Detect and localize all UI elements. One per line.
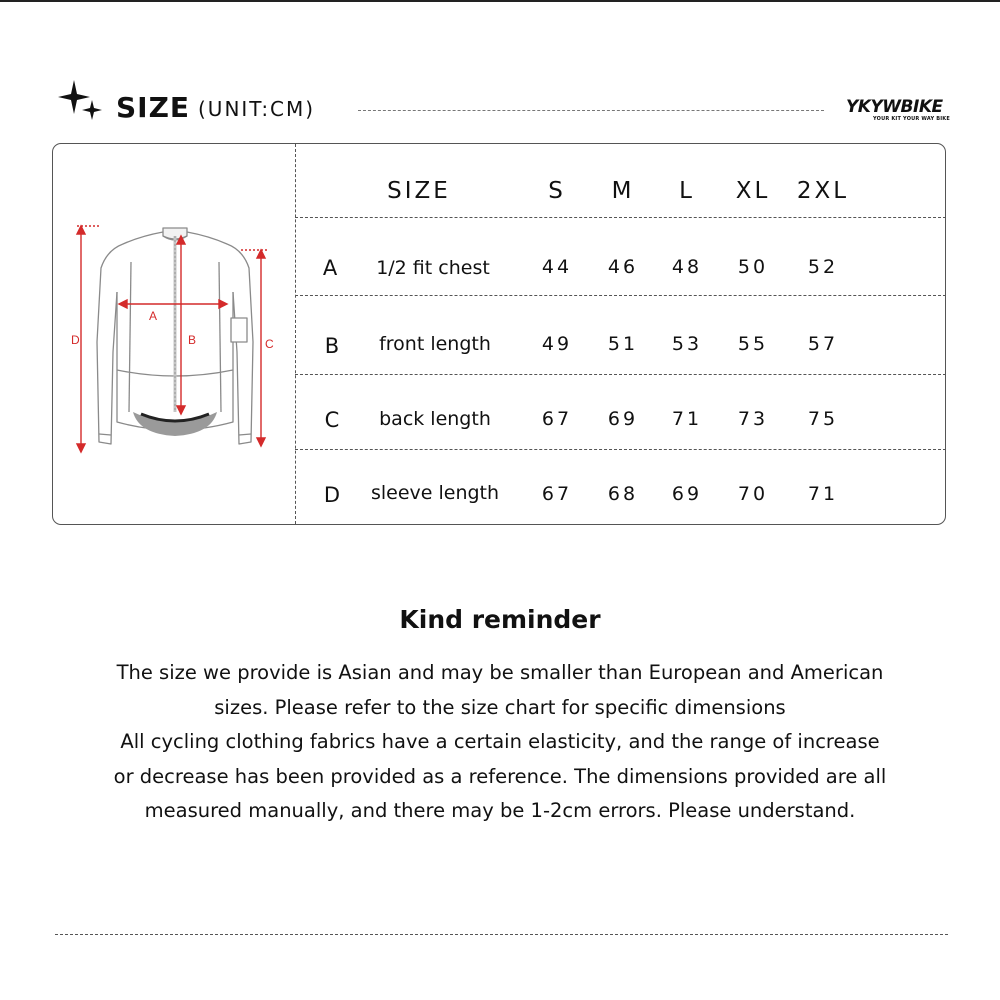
- reminder-line: or decrease has been provided as a reference. The dimensions provided are all: [113, 764, 887, 788]
- row-letter-d: D: [323, 483, 341, 507]
- value-b-s: 49: [541, 333, 573, 355]
- value-a-l: 48: [671, 256, 703, 278]
- row-letter-a: A: [322, 256, 338, 280]
- value-d-2xl: 71: [807, 483, 839, 505]
- size-header: [50, 74, 950, 134]
- value-c-l: 71: [671, 408, 703, 430]
- size-column-header: SIZE: [387, 178, 451, 204]
- brand-logo: [846, 99, 950, 122]
- row-divider: [295, 449, 946, 450]
- row-letter-c: C: [324, 408, 340, 432]
- row-label-chest: 1/2 fit chest: [376, 257, 490, 279]
- value-a-xl: 50: [737, 256, 769, 278]
- reminder-line: All cycling clothing fabrics have a certain elasticity, and the range of increase: [120, 730, 880, 753]
- value-b-2xl: 57: [807, 333, 839, 355]
- diagram-label-c: C: [265, 337, 274, 351]
- value-c-m: 69: [607, 408, 639, 430]
- value-d-m: 68: [607, 483, 639, 505]
- row-label-back: back length: [379, 408, 491, 430]
- reminder-title: Kind reminder: [399, 605, 601, 634]
- value-b-xl: 55: [737, 333, 769, 355]
- value-a-m: 46: [607, 256, 639, 278]
- reminder-line: sizes. Please refer to the size chart for specific dimensions: [214, 695, 786, 719]
- size-header-xl: XL: [735, 178, 771, 204]
- unit-label: (UNIT:CM): [198, 97, 316, 121]
- diagram-label-b: B: [188, 333, 197, 347]
- size-chart-panel: [52, 143, 946, 525]
- size-header-s: S: [548, 178, 566, 204]
- value-d-s: 67: [541, 483, 573, 505]
- bottom-divider: [55, 934, 948, 935]
- brand-name: YKYWBIKE: [846, 97, 943, 117]
- value-b-l: 53: [671, 333, 703, 355]
- size-title: SIZE: [116, 91, 191, 124]
- panel-divider: [295, 144, 296, 524]
- reminder-body: [80, 656, 920, 829]
- size-header-l: L: [679, 178, 695, 204]
- reminder-line: The size we provide is Asian and may be smaller than European and American: [116, 661, 884, 684]
- row-letter-b: B: [324, 334, 340, 358]
- header-divider: [358, 110, 824, 111]
- row-divider: [295, 374, 946, 375]
- row-divider: [295, 217, 946, 218]
- value-a-s: 44: [541, 256, 573, 278]
- value-c-xl: 73: [737, 408, 769, 430]
- row-divider: [295, 295, 946, 296]
- diagram-label-a: A: [149, 309, 158, 323]
- top-border-line: [0, 0, 1000, 2]
- size-header-2xl: 2XL: [796, 178, 850, 204]
- sparkle-icon: [54, 78, 108, 128]
- value-c-2xl: 75: [807, 408, 839, 430]
- size-header-m: M: [611, 178, 635, 204]
- value-c-s: 67: [541, 408, 573, 430]
- jersey-diagram: [71, 222, 281, 456]
- diagram-label-d: D: [71, 333, 80, 347]
- value-b-m: 51: [607, 333, 639, 355]
- value-a-2xl: 52: [807, 256, 839, 278]
- value-d-xl: 70: [737, 483, 769, 505]
- reminder-line: measured manually, and there may be 1-2cm errors. Please understand.: [144, 799, 856, 822]
- value-d-l: 69: [671, 483, 703, 505]
- brand-tagline: YOUR KIT YOUR WAY BIKE: [873, 116, 950, 122]
- row-label-sleeve: sleeve length: [370, 482, 500, 504]
- row-label-front: front length: [379, 333, 491, 355]
